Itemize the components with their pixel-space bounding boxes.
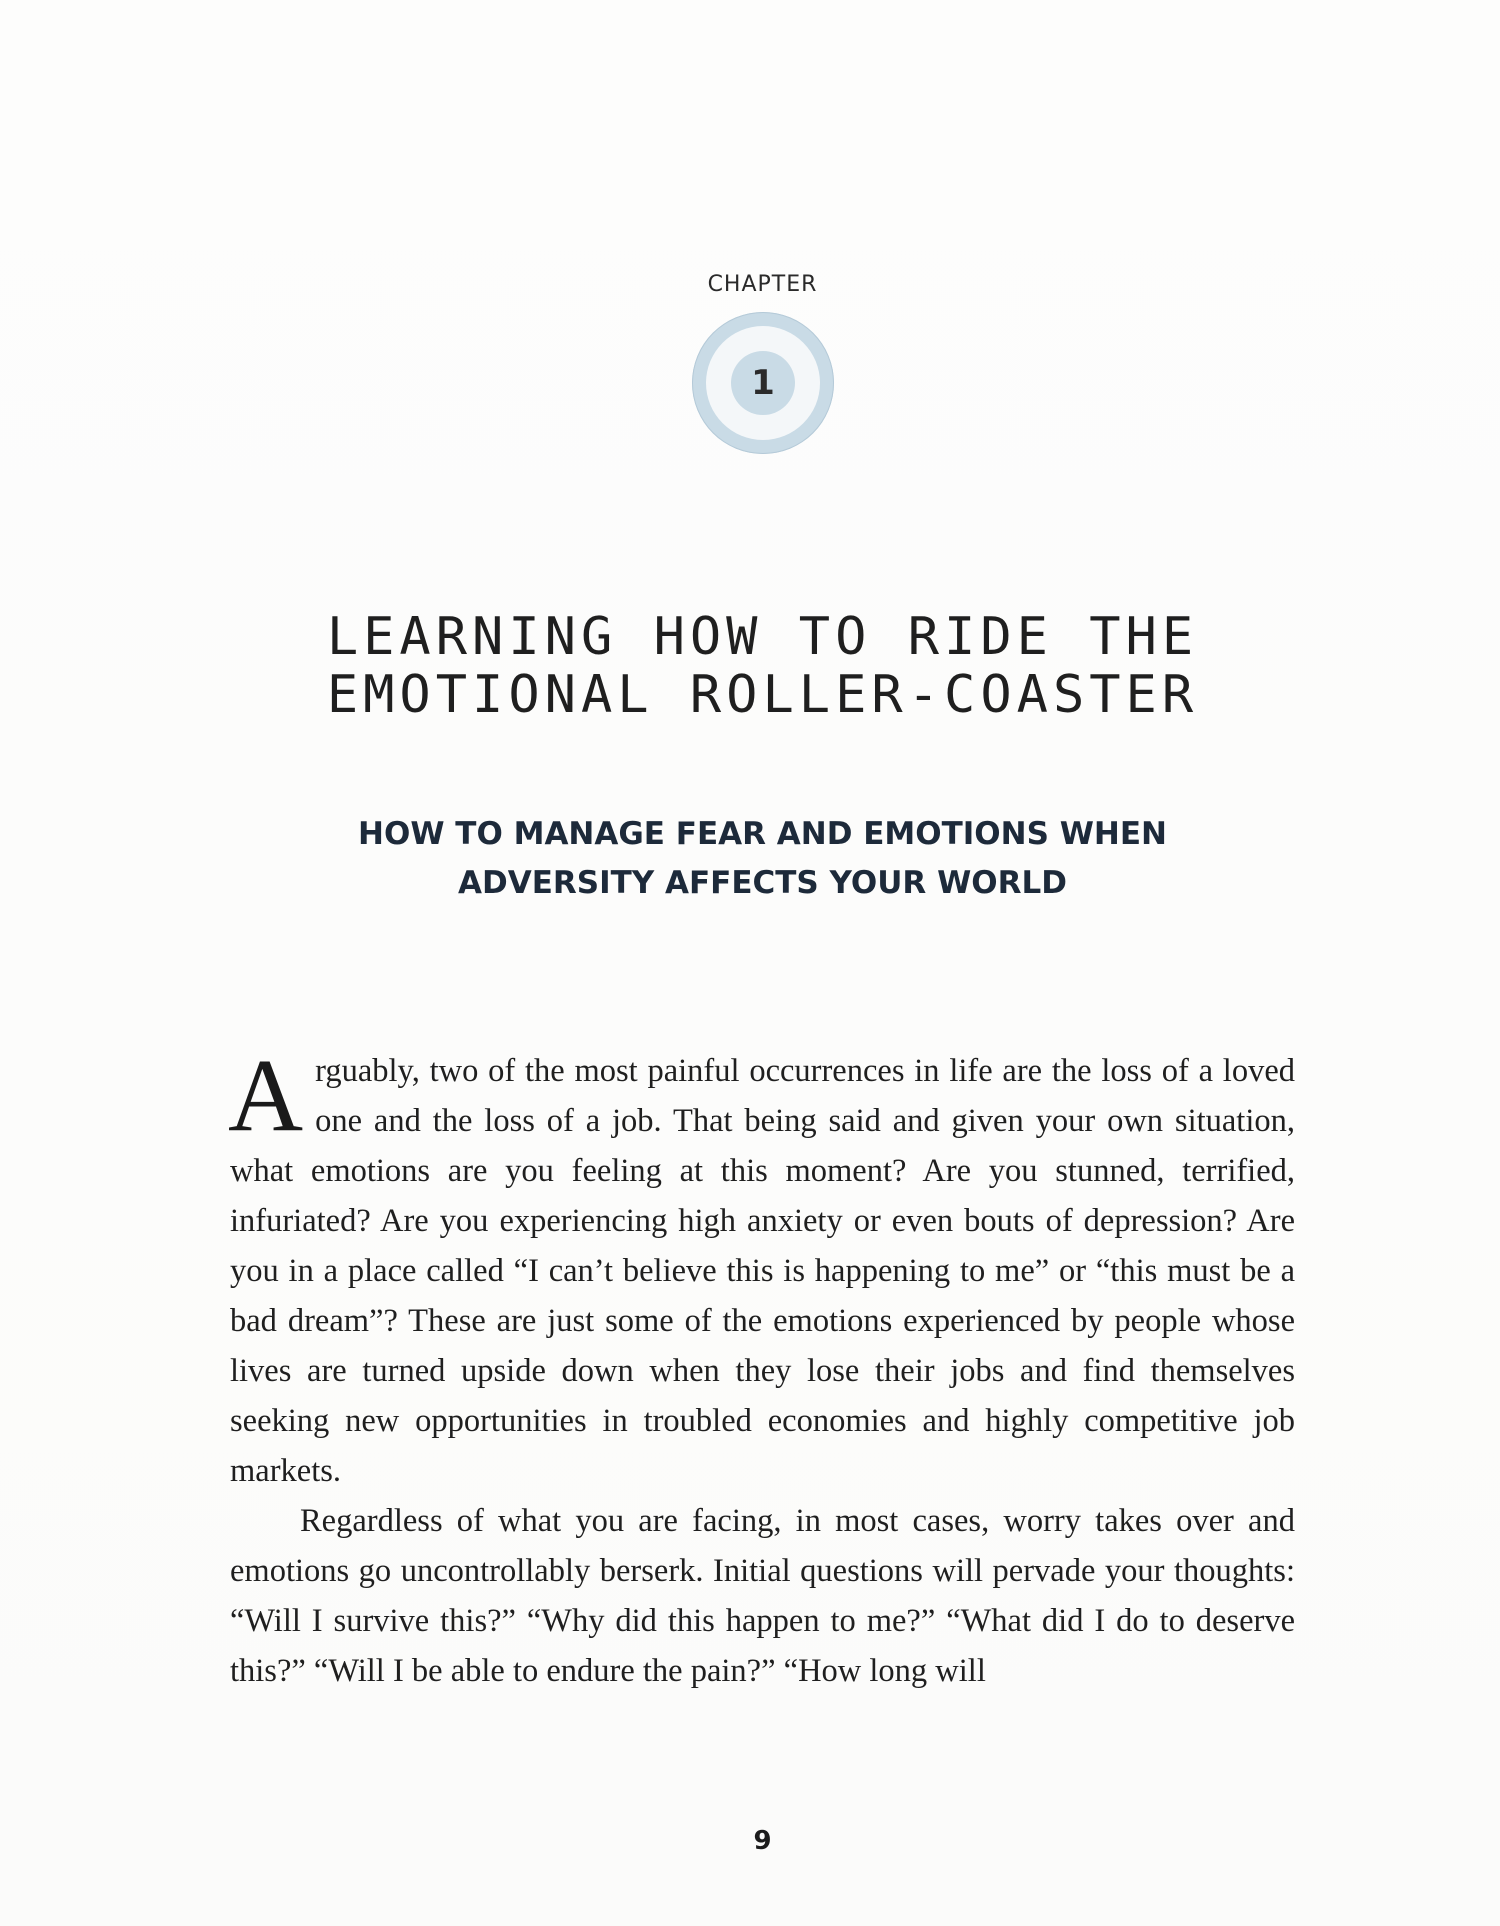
chapter-title — [0, 608, 1500, 724]
chapter-subtitle-line-1: HOW TO MANAGE FEAR AND EMOTIONS WHEN — [358, 816, 1167, 852]
paragraph-1 — [228, 1038, 1295, 1496]
body-text — [228, 1038, 1295, 1696]
paragraph-2: Regardless of what you are facing, in most cases, worry takes over and emotions go uncontrollably berserk. Initial questions will pervade your thoughts: “Will I survive this?” “Why did this happen to me?” “What did I do to deserve this?” “Will I be able to endure the pain?” “How long will — [230, 1503, 1295, 1689]
chapter-badge-ring — [706, 326, 820, 440]
page-number: 9 — [753, 1826, 772, 1856]
drop-cap: A — [228, 1038, 304, 1153]
chapter-subtitle — [0, 810, 1500, 908]
chapter-label: CHAPTER — [707, 272, 818, 297]
chapter-badge-center — [731, 351, 795, 415]
chapter-title-line-1: LEARNING HOW TO RIDE THE — [326, 607, 1199, 667]
paragraph-1-text: rguably, two of the most painful occurrences in life are the loss of a loved one and the loss of a job. That being said and given your own situation, what emotions are you feeling at this moment? Are you stunned, terrified, infuriated? Are you experiencing high anxiety or even bouts of depression? Are you in a place called “I can’t believe this is happening to me” or “this must be a bad dream”? These are just some of the emotions experienced by people whose lives are turned upside down when they lose their jobs and find themselves seeking new opportunities in troubled economies and highly competitive job markets. — [230, 1053, 1295, 1489]
chapter-number: 1 — [751, 363, 775, 403]
chapter-subtitle-line-2: ADVERSITY AFFECTS YOUR WORLD — [458, 865, 1067, 901]
chapter-number-badge — [692, 312, 834, 454]
chapter-title-line-2: EMOTIONAL ROLLER-COASTER — [326, 665, 1199, 725]
